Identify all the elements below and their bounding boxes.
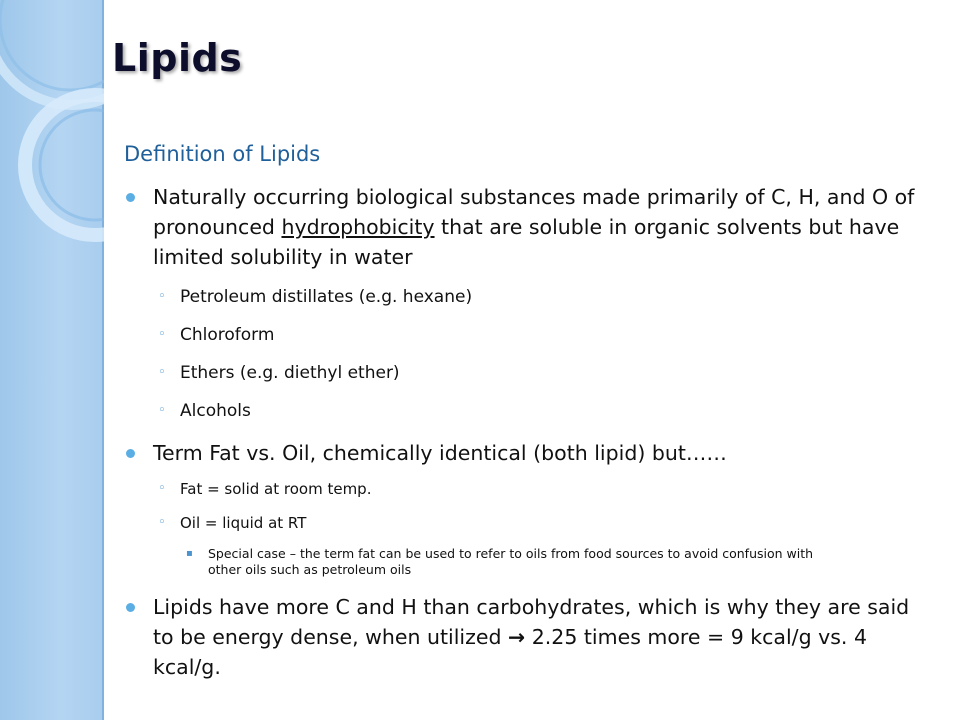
bullet-text: Term Fat vs. Oil, chemically identical (both lipid) but…… [153,441,727,465]
bullet-text: Naturally occurring biological substances made primarily of C, H, and O of pronounced [153,185,915,239]
sub-bullet [124,512,934,534]
bullet-list [124,592,934,682]
decorative-rings [0,0,104,720]
circle-bullet-icon: ◦ [158,365,166,380]
circle-bullet-icon: ◦ [158,515,166,530]
sub-bullet [124,362,934,384]
solvent-list [124,286,934,422]
underlined-term: hydrophobicity [281,215,435,239]
sub-bullet-text: Fat = solid at room temp. [180,480,372,498]
subheading: Definition of Lipids [124,142,321,166]
right-arrow-icon: → [508,625,526,649]
bullet-definition [124,182,934,272]
bullet-text: that are soluble in organic solvents but have limited solubility in water [153,215,900,269]
bullet-dot-icon [126,449,135,458]
sub-bullet [124,478,934,500]
bullet-fat-vs-oil [124,438,934,468]
sub-bullet [124,400,934,422]
square-bullet-icon: ▪ [186,548,193,559]
sub-sub-bullet [124,546,828,578]
bullet-list [124,438,934,468]
bullet-dot-icon [126,193,135,202]
sub-sub-bullet-text: Special case – the term fat can be used to refer to oils from food sources to avoid confusion with other oils such as petroleum oils [208,546,814,577]
circle-bullet-icon: ◦ [158,403,166,418]
bullet-text: 2.25 times more = 9 kcal/g vs. 4 kcal/g. [153,625,868,679]
bullet-list [124,182,934,272]
sub-bullet-text: Chloroform [180,325,275,345]
slide-content [124,142,934,692]
sub-bullet-text: Alcohols [180,401,251,421]
fat-oil-list [124,478,934,578]
bullet-dot-icon [126,603,135,612]
circle-bullet-icon: ◦ [158,327,166,342]
sub-bullet-text: Oil = liquid at RT [180,514,307,532]
slide-title: Lipids [112,36,243,80]
sub-bullet [124,324,934,346]
sub-bullet-text: Ethers (e.g. diethyl ether) [180,363,400,383]
sub-bullet-text: Petroleum distillates (e.g. hexane) [180,287,473,307]
bullet-text: Lipids have more C and H than carbohydrates, which is why they are said to be energy dense, when utilized [153,595,910,649]
circle-bullet-icon: ◦ [158,481,166,496]
decorative-sidebar [0,0,104,720]
bullet-energy-density [124,592,934,682]
circle-bullet-icon: ◦ [158,289,166,304]
sub-bullet [124,286,934,308]
